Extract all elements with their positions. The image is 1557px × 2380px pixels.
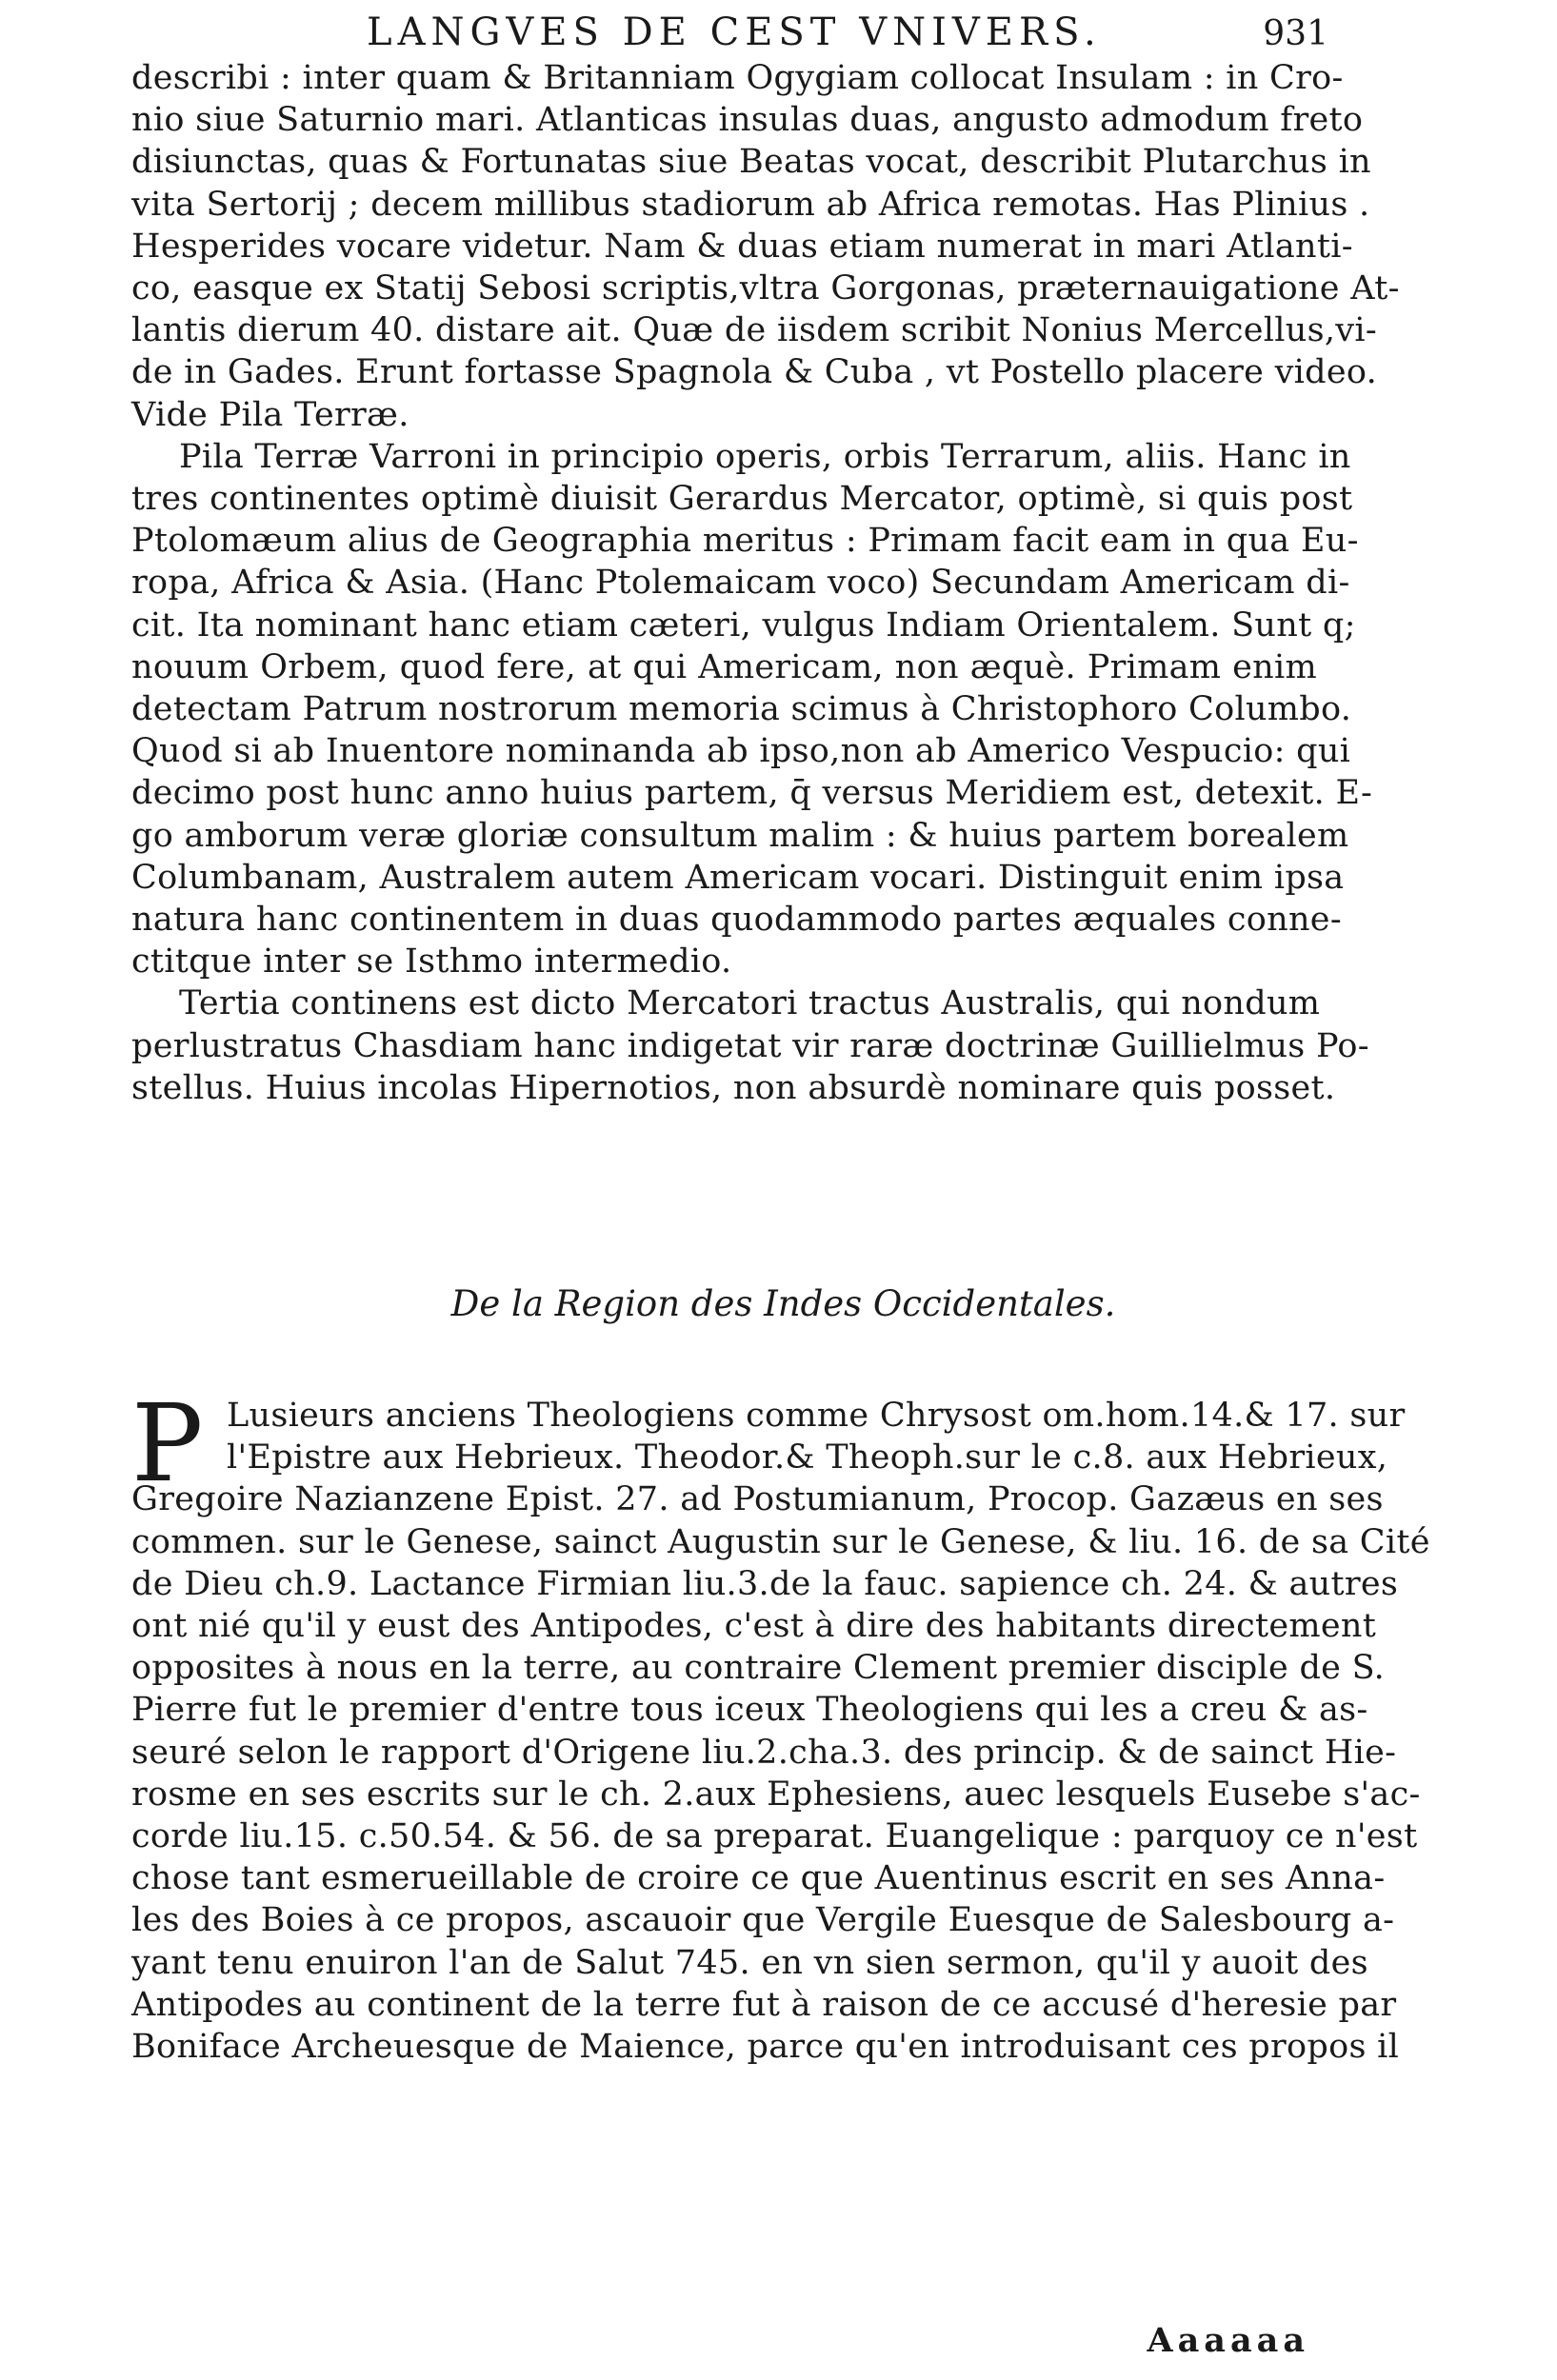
text-line: go amborum veræ gloriæ consultum malim : & huius partem borealem (131, 816, 1349, 855)
text-line: Vide Pila Terræ. (131, 395, 409, 434)
text-line: de in Gades. Erunt fortasse Spagnola & Cuba , vt Postello placere video. (131, 353, 1378, 392)
running-title: LANGVES DE CEST VNIVERS. (367, 10, 1102, 54)
text-line: corde liu.15. c.50.54. & 56. de sa preparat. Euangelique : parquoy ce n'est (131, 1817, 1418, 1856)
text-line: Lusieurs anciens Theologiens comme Chrysost om.hom.14.& 17. sur (227, 1397, 1406, 1435)
text-line: natura hanc continentem in duas quodammodo partes æquales conne- (131, 901, 1342, 940)
text-line: detectam Patrum nostrorum memoria scimus à Christophoro Columbo. (131, 690, 1352, 729)
text-line: cit. Ita nominant hanc etiam cæteri, vulgus Indiam Orientalem. Sunt q; (131, 605, 1356, 645)
text-line: les des Boies à ce propos, ascauoir que Vergile Euesque de Salesbourg a- (131, 1901, 1395, 1940)
text-line: Gregoire Nazianzene Epist. 27. ad Postumianum, Procop. Gazæus en ses (131, 1480, 1384, 1519)
text-line: tres continentes optimè diuisit Gerardus Mercator, optimè, si quis post (131, 480, 1353, 519)
page-number: 931 (1263, 14, 1328, 53)
text-line: disiunctas, quas & Fortunatas siue Beatas vocat, describit Plutarchus in (131, 143, 1371, 182)
text-line: l'Epistre aux Hebrieux. Theodor.& Theoph.sur le c.8. aux Hebrieux, (227, 1438, 1388, 1478)
text-line: nouum Orbem, quod fere, at qui Americam, non æquè. Primam enim (131, 647, 1317, 686)
french-text-block (131, 1382, 1430, 2068)
text-line: lantis dierum 40. distare ait. Quæ de iisdem scribit Nonius Mercellus,vi- (131, 311, 1377, 350)
text-line: nio siue Saturnio mari. Atlanticas insulas duas, angusto admodum freto (131, 101, 1364, 140)
text-line: Boniface Archeuesque de Maience, parce qu'en introduisant ces propos il (131, 2028, 1400, 2067)
drop-cap: P (131, 1382, 204, 1506)
text-line: ropa, Africa & Asia. (Hanc Ptolemaicam voco) Secundam Americam di- (131, 564, 1350, 603)
text-line: Ptolomæum alius de Geographia meritus : Primam facit eam in qua Eu- (131, 522, 1359, 561)
text-line: Hesperides vocare videtur. Nam & duas etiam numerat in mari Atlanti- (131, 227, 1353, 266)
text-line: opposites à nous en la terre, au contraire Clement premier disciple de S. (131, 1649, 1386, 1688)
text-line: describi : inter quam & Britanniam Ogygiam collocat Insulam : in Cro- (131, 59, 1344, 97)
text-line: vita Sertorij ; decem millibus stadiorum ab Africa remotas. Has Plinius . (131, 185, 1370, 224)
text-line: perlustratus Chasdiam hanc indigetat vir raræ doctrinæ Guillielmus Po- (131, 1026, 1369, 1065)
text-line: ctitque inter se Isthmo intermedio. (131, 942, 732, 982)
section-heading: De la Region des Indes Occidentales. (450, 1283, 1116, 1324)
text-line: seuré selon le rapport d'Origene liu.2.cha.3. des princip. & de sainct Hie- (131, 1733, 1397, 1772)
text-line: chose tant esmerueillable de croire ce que Auentinus escrit en ses Anna- (131, 1859, 1386, 1898)
text-line: Columbanam, Australem autem Americam vocari. Distinguit enim ipsa (131, 858, 1345, 897)
paragraph-start-line: Tertia continens est dicto Mercatori tractus Australis, qui nondum (179, 984, 1321, 1023)
text-line: decimo post hunc anno huius partem, q̄ versus Meridiem est, detexit. E- (131, 774, 1373, 813)
text-line: ont nié qu'il y eust des Antipodes, c'est à dire des habitants directement (131, 1607, 1377, 1646)
text-line: yant tenu enuiron l'an de Salut 745. en vn sien sermon, qu'il y auoit des (131, 1943, 1368, 1982)
text-line: rosme en ses escrits sur le ch. 2.aux Ephesiens, auec lesquels Eusebe s'ac- (131, 1775, 1421, 1814)
catchword: Aaaaaa (1147, 2321, 1309, 2360)
text-line: Antipodes au continent de la terre fut à raison de ce accusé d'heresie par (131, 1985, 1397, 2024)
text-line: de Dieu ch.9. Lactance Firmian liu.3.de la fauc. sapience ch. 24. & autres (131, 1564, 1399, 1603)
text-line: commen. sur le Genese, sainct Augustin sur le Genese, & liu. 16. de sa Cité (131, 1522, 1430, 1561)
running-head (238, 8, 1328, 57)
text-line: stellus. Huius incolas Hipernotios, non absurdè nominare quis posset. (131, 1068, 1336, 1107)
text-line: Pierre fut le premier d'entre tous iceux Theologiens qui les a creu & as- (131, 1691, 1368, 1730)
latin-text-block (131, 57, 1400, 1109)
text-line: Quod si ab Inuentore nominanda ab ipso,non ab Americo Vespucio: qui (131, 732, 1351, 771)
paragraph-start-line: Pila Terræ Varroni in principio operis, orbis Terrarum, aliis. Hanc in (179, 437, 1351, 476)
text-line: co, easque ex Statij Sebosi scriptis,vltra Gorgonas, præternauigatione At- (131, 269, 1400, 308)
